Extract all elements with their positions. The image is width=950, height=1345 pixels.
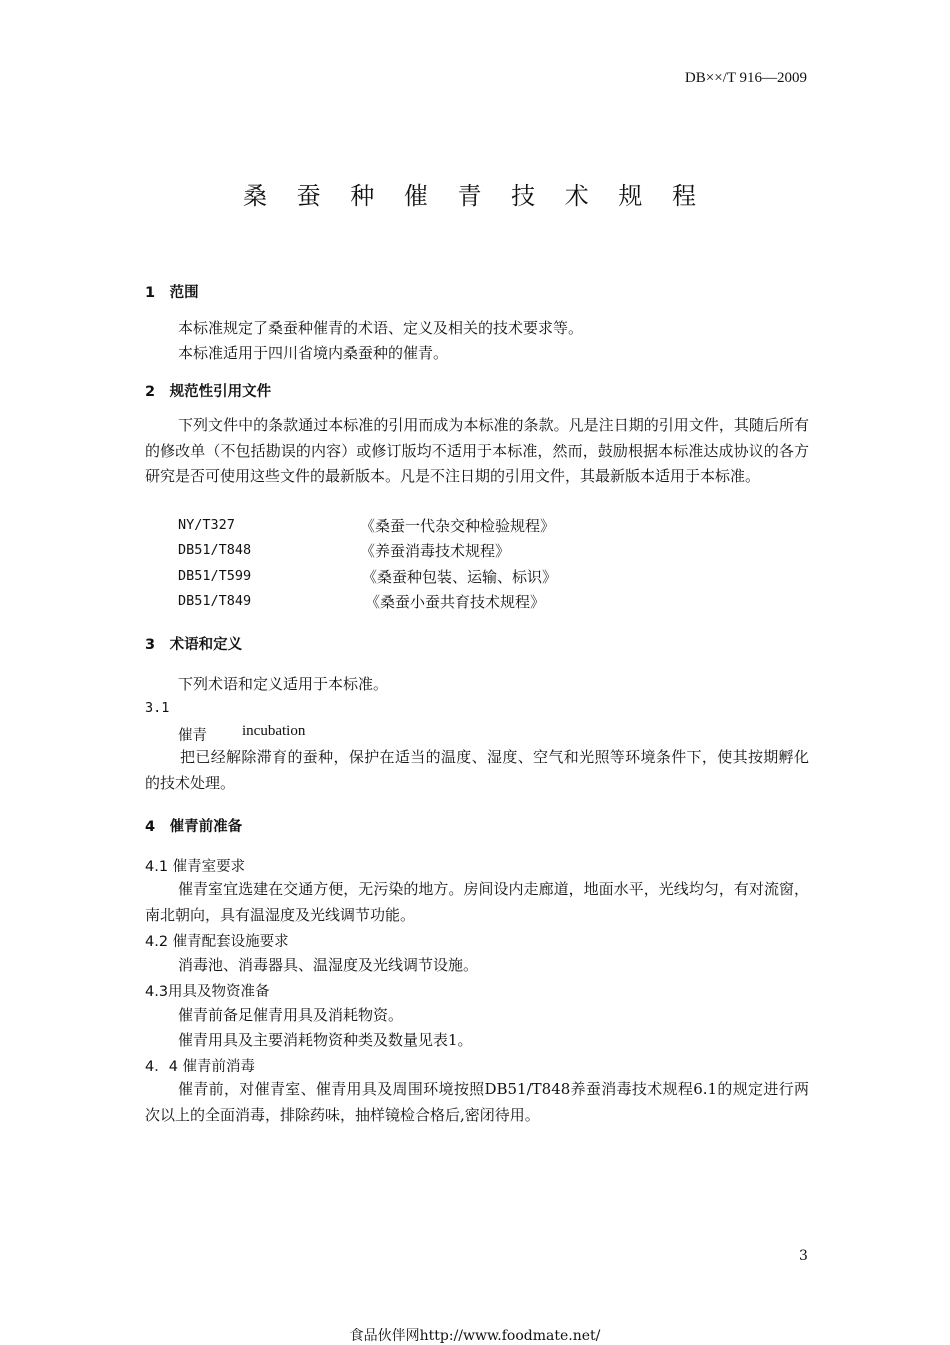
reference-code: DB51/T848 [178, 542, 252, 558]
subsection-4-1-text: 催青室宜选建在交通方便，无污染的地方。房间设内走廊道，地面水平，光线均匀，有对流窗，南北朝向，具有温湿度及光线调节功能。 [145, 880, 809, 924]
section-2-para-1: 下列文件中的条款通过本标准的引用而成为本标准的条款。凡是注日期的引用文件，其随后所有的修改单（不包括勘误的内容）或修订版均不适用于本标准，然而，鼓励根据本标准达成协议的各方研究是否可使用这些文件的最新版本。凡是不注日期的引用文件，其最新版本适用于本标准。 [145, 416, 809, 485]
subsection-4-2-text: 消毒池、消毒器具、温湿度及光线调节设施。 [178, 956, 479, 974]
reference-code: DB51/T849 [178, 593, 252, 609]
section-1-para-2: 本标准适用于四川省境内桑蚕种的催青。 [178, 344, 449, 362]
reference-title: 《桑蚕种包装、运输、标识》 [362, 568, 558, 586]
subsection-4-4-heading: 4．4 催青前消毒 [145, 1059, 256, 1075]
standard-code: DB××/T 916—2009 [684, 70, 807, 86]
reference-title: 《养蚕消毒技术规程》 [360, 542, 511, 560]
section-3-para-1: 下列术语和定义适用于本标准。 [178, 675, 389, 693]
section-2-heading: 2 规范性引用文件 [145, 384, 272, 400]
term-definition: 把已经解除滞育的蚕种，保护在适当的温度、湿度、空气和光照等环境条件下，使其按期孵化的技术处理。 [145, 748, 809, 792]
clause-3-1-number: 3.1 [145, 700, 170, 716]
footer-watermark: 食品伙伴网http://www.foodmate.net/ [349, 1328, 601, 1344]
subsection-4-1-heading: 4.1 催青室要求 [145, 859, 246, 875]
document-title: 桑 蚕 种 催 青 技 术 规 程 [242, 182, 708, 210]
subsection-4-2-heading: 4.2 催青配套设施要求 [145, 934, 289, 950]
section-1-heading: 1 范围 [145, 285, 199, 301]
section-1-para-1: 本标准规定了桑蚕种催青的术语、定义及相关的技术要求等。 [178, 319, 584, 337]
term-chinese: 催青 [178, 728, 207, 744]
reference-code: DB51/T599 [178, 568, 252, 584]
reference-title: 《桑蚕小蚕共育技术规程》 [365, 593, 546, 611]
subsection-4-3-text-2: 催青用具及主要消耗物资种类及数量见表1。 [178, 1031, 473, 1049]
subsection-4-3-text-1: 催青前备足催青用具及消耗物资。 [178, 1006, 404, 1024]
section-3-heading: 3 术语和定义 [145, 637, 243, 653]
section-4-heading: 4 催青前准备 [145, 819, 243, 835]
reference-title: 《桑蚕一代杂交种检验规程》 [360, 517, 556, 535]
term-english: incubation [242, 723, 306, 739]
subsection-4-3-heading: 4.3用具及物资准备 [145, 984, 270, 1000]
reference-code: NY/T327 [178, 517, 235, 533]
subsection-4-4-text: 催青前，对催青室、催青用具及周围环境按照DB51/T848养蚕消毒技术规程6.1的规定进行两次以上的全面消毒，排除药味，抽样镜检合格后,密闭待用。 [145, 1080, 809, 1124]
page-number: 3 [799, 1248, 808, 1264]
